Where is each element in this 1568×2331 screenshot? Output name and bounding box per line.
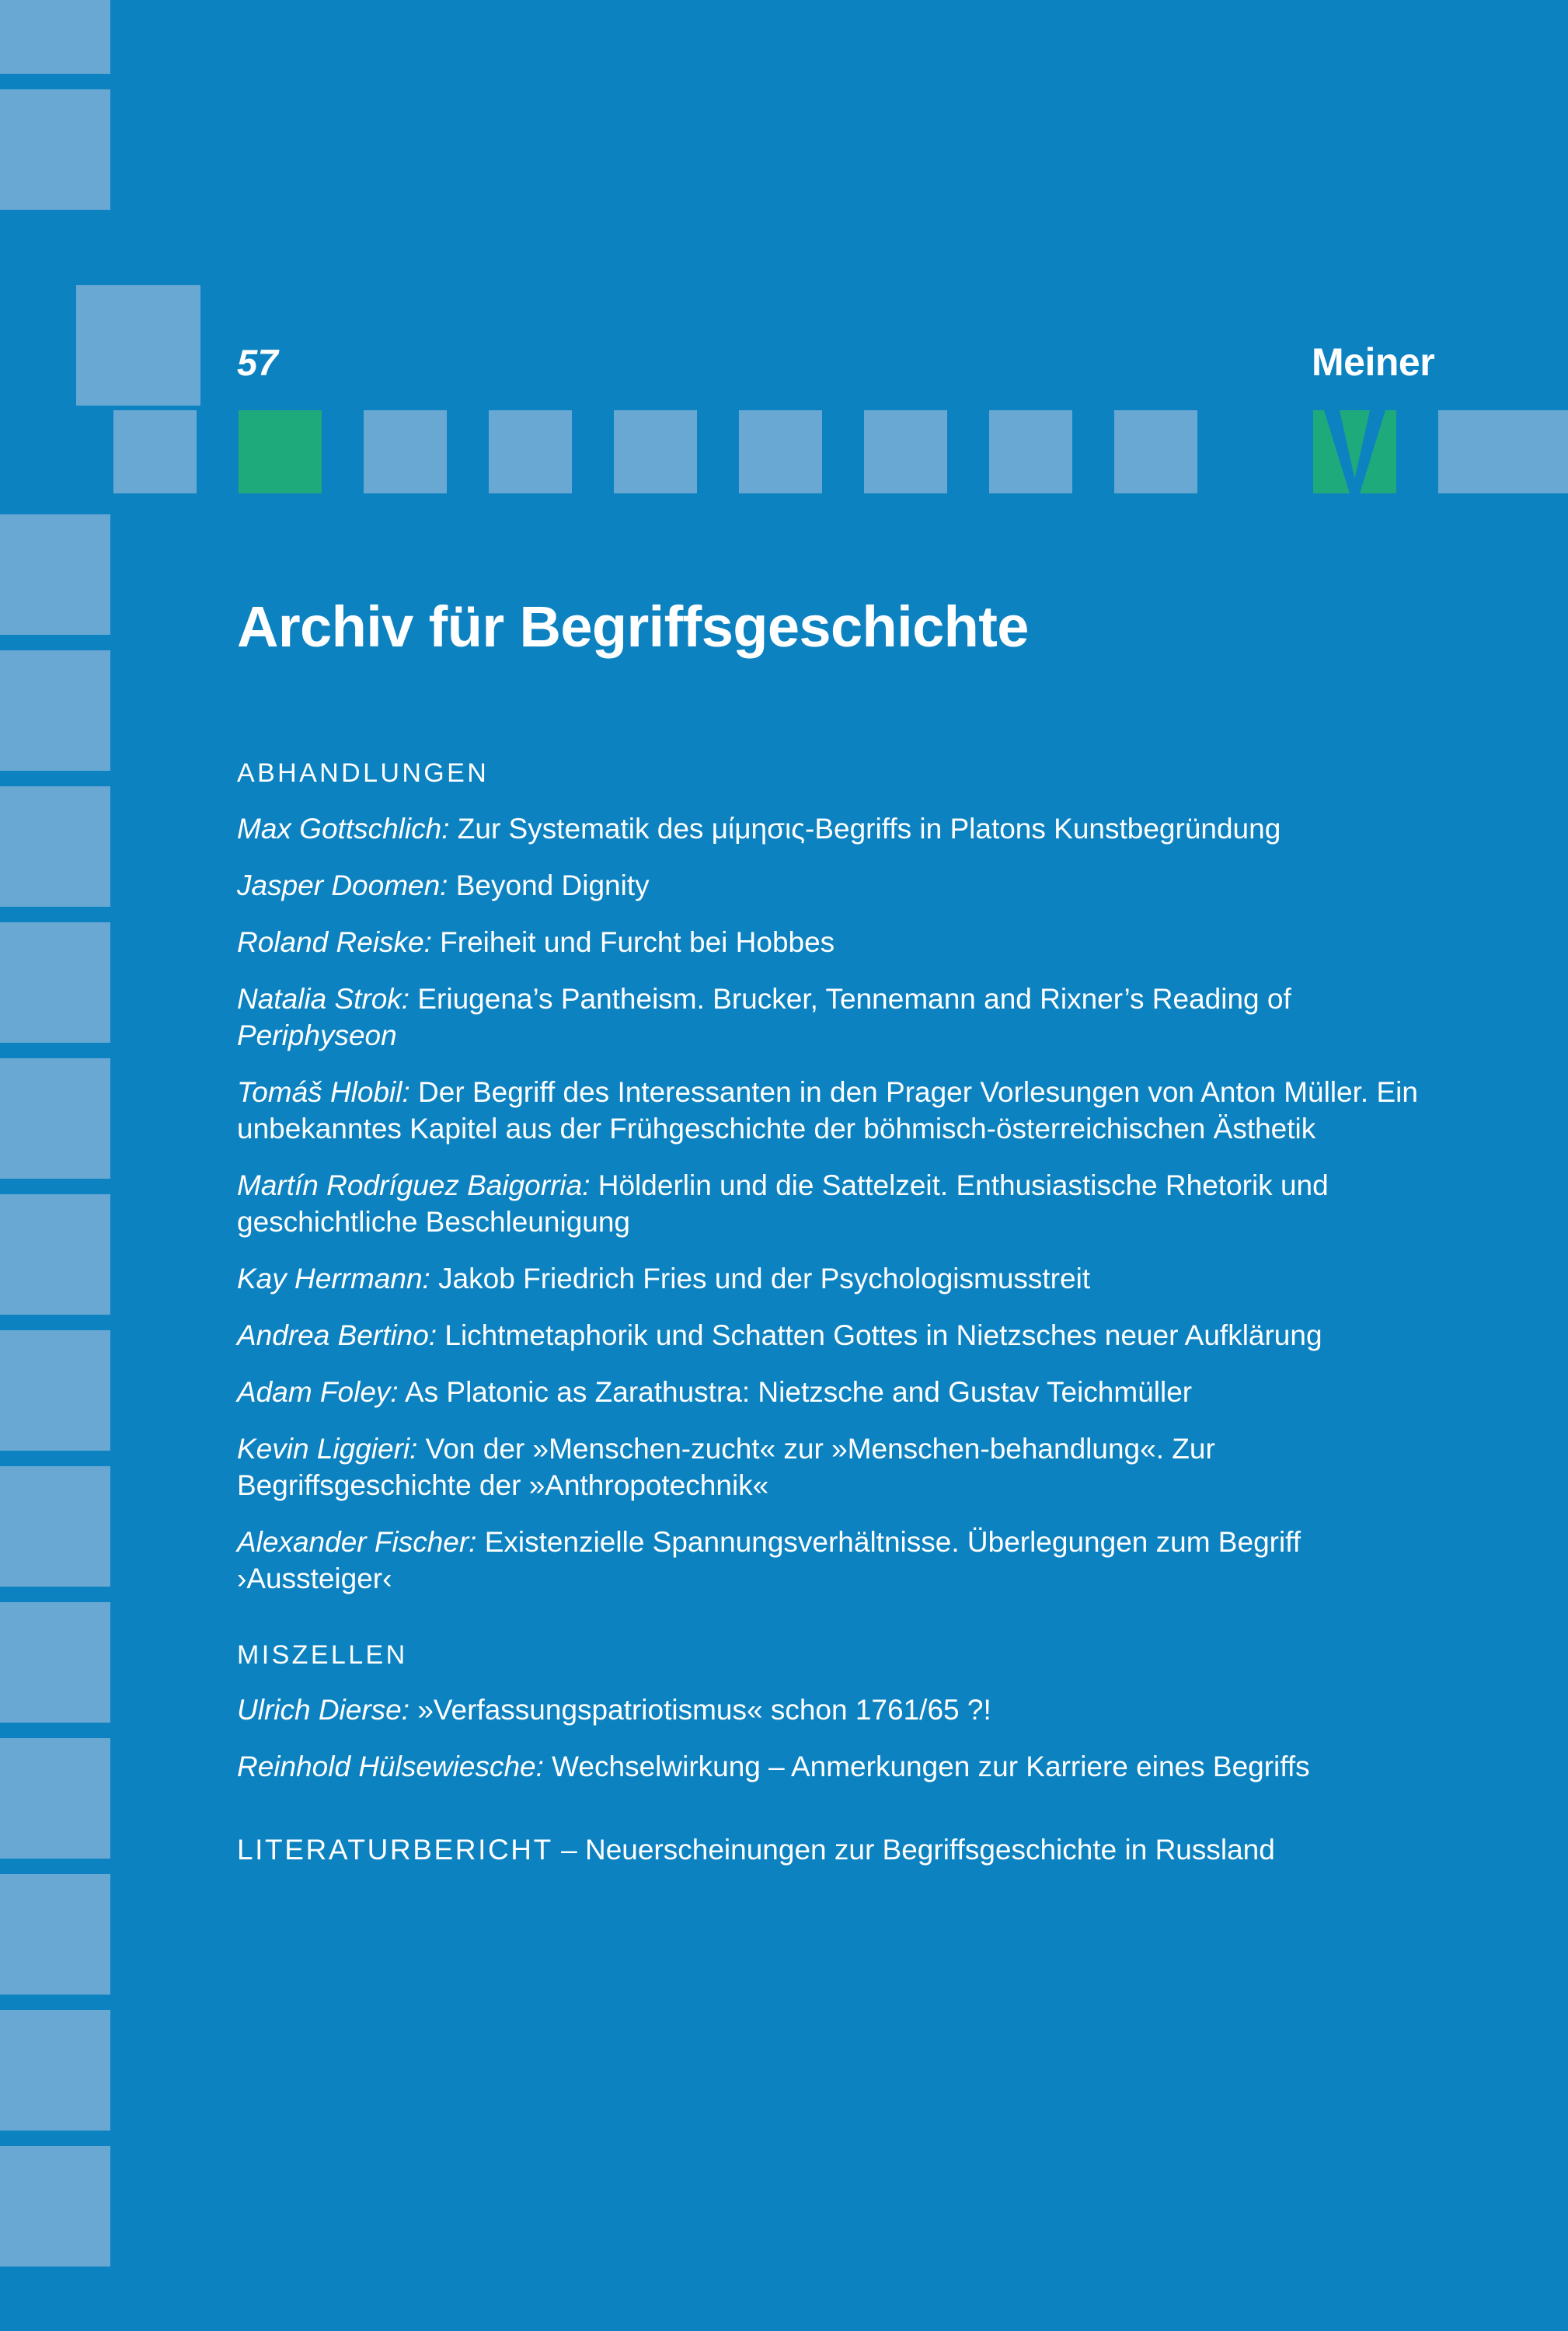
band-square-9 (1114, 410, 1197, 493)
toc-entry (237, 1692, 1434, 1729)
section-heading-abhandlungen: ABHANDLUNGEN (237, 758, 490, 788)
deco-square-left-10 (0, 1330, 110, 1451)
toc-entry-title: Jakob Friedrich Fries und der Psychologismusstreit (430, 1262, 1091, 1294)
band-square-7 (864, 410, 947, 493)
toc-entry-title: Von der »Menschen-zucht« zur »Menschen-behandlung«. Zur Begriffsgeschichte der »Anthropotechnik« (237, 1432, 1215, 1501)
deco-square-left-6 (0, 786, 110, 907)
toc-entry-title: Existenzielle Spannungsverhältnisse. Überlegungen zum Begriff ›Aussteiger‹ (237, 1525, 1301, 1594)
toc-entry (237, 1318, 1434, 1354)
toc-entry (237, 811, 1434, 848)
band-square-8 (989, 410, 1072, 493)
toc-entry-title: Freiheit und Furcht bei Hobbes (431, 925, 835, 958)
toc-entry-author: Natalia Strok: (237, 982, 410, 1015)
toc-entry-title: Zur Systematik des μίμησις-Begriffs in Platons Kunstbegründung (449, 812, 1281, 845)
toc-entry-title: Der Begriff des Interessanten in den Prager Vorlesungen von Anton Müller. Ein unbekanntes Kapitel aus der Frühgeschichte der böhmisch-österreichischen Ästhetik (237, 1075, 1418, 1145)
toc-entry-author: Tomáš Hlobil: (237, 1075, 410, 1108)
toc-entry (237, 1375, 1434, 1411)
band-square-11 (1438, 410, 1568, 493)
section-heading-miszellen: MISZELLEN (237, 1639, 408, 1670)
toc-entry-title: Eriugena’s Pantheism. Brucker, Tennemann and Rixner’s Reading of (409, 982, 1291, 1015)
toc-entry-author: Reinhold Hülsewiesche: (237, 1751, 544, 1783)
toc-entry-title: Lichtmetaphorik und Schatten Gottes in Nietzsches neuer Aufklärung (437, 1319, 1322, 1351)
toc-entry-title: Hölderlin und die Sattelzeit. Enthusiastische Rhetorik und geschichtliche Beschleunigung (237, 1169, 1329, 1238)
deco-square-left-14 (0, 1874, 110, 1995)
toc-entry-author: Kay Herrmann: (237, 1262, 430, 1294)
toc-entry (237, 1075, 1434, 1148)
toc-entry (237, 1749, 1434, 1786)
literaturbericht-label: LITERATURBERICHT (237, 1834, 553, 1866)
literaturbericht-text: – Neuerscheinungen zur Begriffsgeschichte in Russland (552, 1834, 1275, 1866)
toc-entry-author: Alexander Fischer: (237, 1525, 477, 1558)
toc-entry-author: Martín Rodríguez Baigorria: (237, 1169, 591, 1201)
deco-square-left-3 (76, 285, 200, 406)
deco-square-left-15 (0, 2010, 110, 2131)
toc-entry-author: Max Gottschlich: (237, 812, 450, 845)
literaturbericht-line (237, 1832, 1434, 1869)
deco-square-left-4 (0, 514, 110, 635)
band-square-6 (739, 410, 822, 493)
table-of-contents (237, 758, 1434, 1897)
band-square-1 (113, 410, 197, 493)
toc-entry (237, 925, 1434, 961)
toc-entry-title: As Platonic as Zarathustra: Nietzsche and Gustav Teichmüller (398, 1375, 1193, 1408)
toc-entry (237, 1168, 1434, 1241)
toc-entry (237, 868, 1434, 904)
deco-square-left-5 (0, 650, 110, 771)
meiner-v-glyph (1313, 410, 1396, 493)
toc-entry (237, 1431, 1434, 1504)
deco-square-left-12 (0, 1602, 110, 1723)
toc-entry-author: Andrea Bertino: (237, 1319, 437, 1351)
deco-square-left-7 (0, 922, 110, 1043)
deco-square-left-16 (0, 2146, 110, 2267)
band-square-2-volume-marker (239, 410, 322, 493)
band-square-3 (364, 410, 447, 493)
toc-entry-author: Jasper Doomen: (237, 869, 448, 901)
deco-square-left-1 (0, 0, 110, 74)
band-square-5 (614, 410, 697, 493)
toc-entry (237, 1524, 1434, 1598)
publisher-wordmark: Meiner (1312, 340, 1435, 384)
toc-entry-author: Roland Reiske: (237, 925, 432, 958)
toc-entry-title: »Verfassungspatriotismus« schon 1761/65 ?! (409, 1694, 991, 1726)
deco-square-left-9 (0, 1194, 110, 1315)
deco-square-left-8 (0, 1058, 110, 1179)
toc-entry-work-title: Periphyseon (237, 1019, 397, 1051)
volume-number: 57 (237, 342, 279, 383)
toc-entry-author: Kevin Liggieri: (237, 1432, 418, 1465)
deco-square-left-2 (0, 89, 110, 210)
deco-square-left-11 (0, 1466, 110, 1587)
toc-entry-title: Beyond Dignity (448, 869, 650, 901)
header-square-band (0, 410, 1568, 493)
deco-square-left-13 (0, 1738, 110, 1859)
page-title: Archiv für Begriffsgeschichte (237, 594, 1029, 659)
toc-entry (237, 1261, 1434, 1298)
toc-entry (237, 981, 1434, 1054)
toc-entry-title: Wechselwirkung – Anmerkungen zur Karriere eines Begriffs (543, 1751, 1310, 1783)
band-square-4 (489, 410, 572, 493)
toc-entry-author: Ulrich Dierse: (237, 1694, 410, 1726)
meiner-logo-mark (1313, 410, 1396, 493)
toc-entry-author: Adam Foley: (237, 1375, 399, 1408)
